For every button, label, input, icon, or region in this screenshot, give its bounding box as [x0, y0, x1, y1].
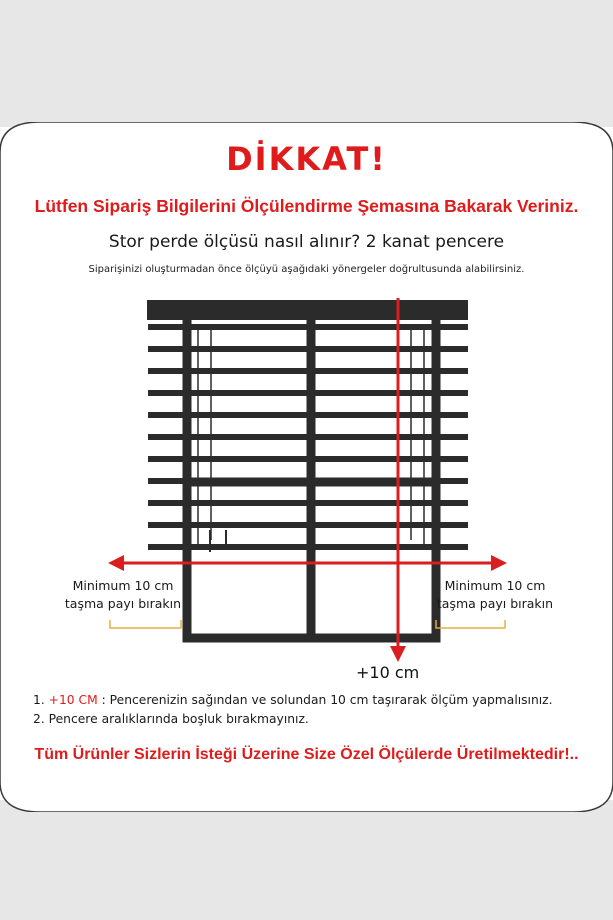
left-note-line1: Minimum 10 cm [72, 578, 174, 593]
top-background [0, 0, 613, 127]
page-title: DİKKAT! [226, 140, 387, 178]
left-overhang-note [48, 577, 198, 613]
note-2: 2. Pencere aralıklarında boşluk bırakmayınız. [33, 712, 309, 726]
left-bracket [110, 620, 181, 628]
right-bracket [436, 620, 505, 628]
note-1 [33, 691, 553, 710]
right-note-line2: taşma payı bırakın [436, 596, 554, 611]
plus-10-label: +10 cm [356, 663, 420, 682]
question-text: Stor perde ölçüsü nasıl alınır? 2 kanat pencere [108, 232, 505, 252]
note-1-text: : Pencerenizin sağından ve solundan 10 cm taşırarak ölçüm yapmalısınız. [97, 693, 553, 707]
blind-diagram [0, 290, 613, 670]
warning-text: Lütfen Sipariş Bilgilerini Ölçülendirme Şemasına Bakarak Veriniz. [34, 196, 579, 216]
note-1-prefix: 1. [33, 693, 49, 707]
right-note-line1: Minimum 10 cm [444, 578, 546, 593]
subtitle-text: Siparişinizi oluşturmadan önce ölçüyü aşağıdaki yönergeler doğrultusunda alabilirsiniz. [88, 264, 525, 275]
footer-text: Tüm Ürünler Sizlerin İsteği Üzerine Size Özel Ölçülerde Üretilmektedir!.. [34, 746, 579, 763]
note-1-highlight: +10 CM [48, 693, 98, 707]
right-overhang-note [420, 577, 570, 613]
left-note-line2: taşma payı bırakın [64, 596, 182, 611]
instruction-notes [33, 691, 553, 729]
bottom-background [0, 800, 613, 920]
headrail [147, 300, 468, 320]
